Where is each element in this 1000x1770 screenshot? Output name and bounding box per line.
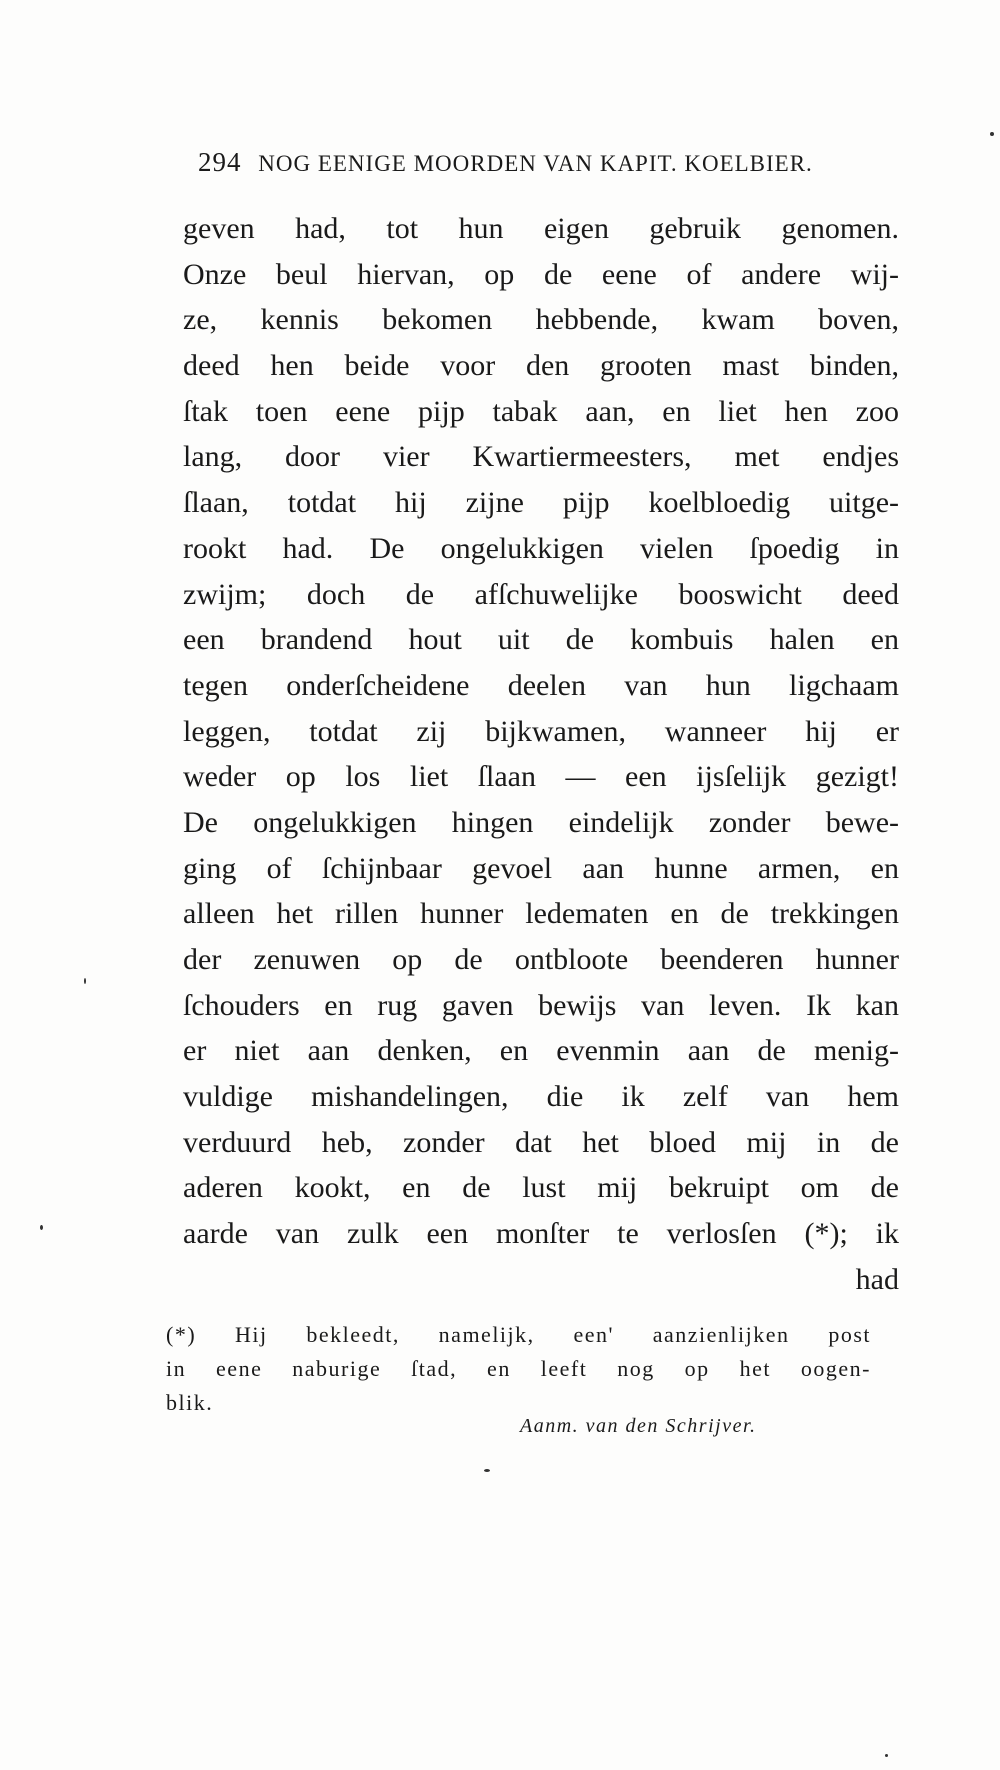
text-line: ze, kennis bekomen hebbende, kwam boven, bbox=[183, 303, 899, 337]
text-line: weder op los liet ſlaan — een ijsſelijk gezigt! bbox=[183, 760, 899, 794]
text-line: deed hen beide voor den grooten mast binden, bbox=[183, 349, 899, 383]
text-line: zwijm; doch de afſchuwelijke booswicht deed bbox=[183, 577, 899, 611]
main-text bbox=[183, 206, 899, 1303]
text-line: leggen, totdat zij bijkwamen, wanneer hij er bbox=[183, 714, 899, 748]
page-number: 294 bbox=[198, 147, 242, 177]
print-speck bbox=[885, 1754, 888, 1757]
print-speck bbox=[484, 1469, 490, 1472]
text-line: er niet aan denken, en evenmin aan de menig- bbox=[183, 1034, 899, 1068]
text-line: ſlaan, totdat hij zijne pijp koelbloedig uitge- bbox=[183, 486, 899, 520]
text-line: ging of ſchijnbaar gevoel aan hunne armen, en bbox=[183, 851, 899, 885]
text-line: rookt had. De ongelukkigen vielen ſpoedig in bbox=[183, 531, 899, 565]
text-line: der zenuwen op de ontbloote beenderen hunner bbox=[183, 943, 899, 976]
running-title: NOG EENIGE MOORDEN VAN KAPIT. KOELBIER. bbox=[258, 151, 813, 176]
text-line: ſchouders en rug gaven bewijs van leven. Ik kan bbox=[183, 988, 899, 1022]
footnote-line: (*) Hij bekleedt, namelijk, een' aanzienlijken post bbox=[166, 1322, 871, 1347]
text-line: aderen kookt, en de lust mij bekruipt om de bbox=[183, 1171, 899, 1205]
text-line: een brandend hout uit de kombuis halen en bbox=[183, 623, 899, 657]
text-line: alleen het rillen hunner ledematen en de trekkingen bbox=[183, 897, 899, 931]
print-speck bbox=[40, 1225, 43, 1230]
text-line: tegen onderſcheidene deelen van hun ligchaam bbox=[183, 668, 899, 702]
running-header bbox=[198, 147, 904, 178]
print-speck bbox=[990, 132, 994, 136]
text-line: lang, door vier Kwartiermeesters, met endjes bbox=[183, 440, 899, 474]
footnote bbox=[166, 1318, 871, 1420]
text-line: Onze beul hiervan, op de eene of andere wij- bbox=[183, 257, 899, 291]
footnote-line: blik. bbox=[166, 1390, 214, 1415]
catchword: had bbox=[855, 1262, 899, 1296]
print-speck bbox=[84, 978, 86, 984]
text-line: ſtak toen eene pijp tabak aan, en liet hen zoo bbox=[183, 394, 899, 428]
text-line: De ongelukkigen hingen eindelijk zonder bewe- bbox=[183, 805, 899, 839]
text-line: vuldige mishandelingen, die ik zelf van hem bbox=[183, 1080, 899, 1114]
footnote-line: in eene naburige ſtad, en leeft nog op het oogen- bbox=[166, 1356, 871, 1381]
text-line: aarde van zulk een monſter te verlosſen (*); ik bbox=[183, 1217, 899, 1251]
text-line: verduurd heb, zonder dat het bloed mij in de bbox=[183, 1125, 899, 1159]
author-note-signature: Aanm. van den Schrijver. bbox=[520, 1415, 757, 1437]
text-line: geven had, tot hun eigen gebruik genomen. bbox=[183, 212, 899, 245]
